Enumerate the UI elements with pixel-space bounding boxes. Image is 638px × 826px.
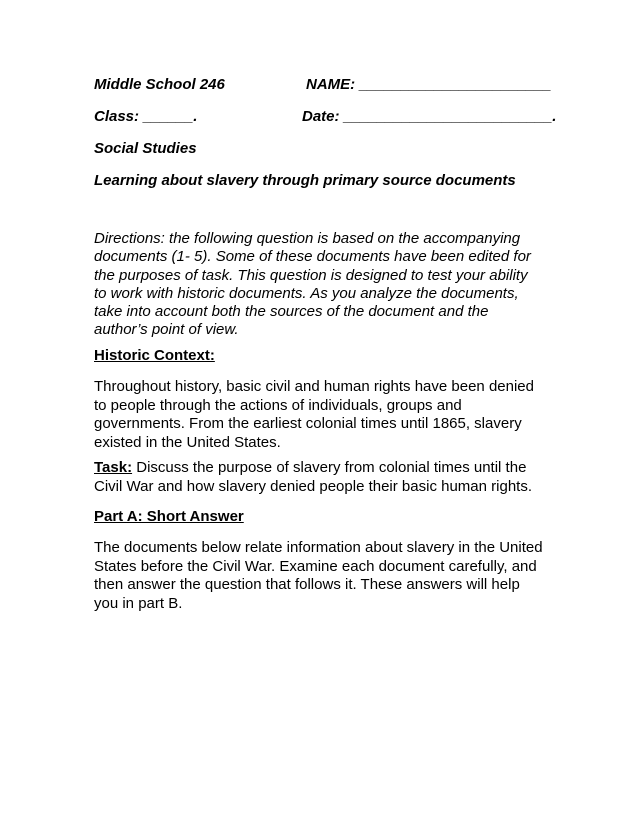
directions-paragraph: Directions: the following question is based on the accompanying documents (1- 5). Some of these documents have been edited for the purposes of task. This question is designed to test your ability to work with historic documents. As you analyze the documents, take into account both the sources of the document and the author’s point of view. <box>94 230 531 339</box>
task-paragraph <box>94 459 544 496</box>
historic-context-paragraph: Throughout history, basic civil and human rights have been denied to people through the actions of individuals, groups and governments. From the earliest colonial times until 1865, slavery existed in the United States. <box>94 378 534 451</box>
worksheet-title: Learning about slavery through primary source documents <box>94 172 516 189</box>
task-text: Discuss the purpose of slavery from colonial times until the Civil War and how slavery denied people their basic human rights. <box>94 459 532 495</box>
task-label: Task: <box>94 459 133 476</box>
name-field-label: NAME: _______________________ <box>306 76 552 93</box>
historic-context-heading: Historic Context: <box>94 347 215 364</box>
date-field-label: Date: _________________________. <box>302 108 557 125</box>
school-name: Middle School 246 <box>94 76 225 93</box>
subject-heading: Social Studies <box>94 140 197 157</box>
class-field-label: Class: ______. <box>94 108 198 125</box>
part-a-paragraph: The documents below relate information about slavery in the United States before the Civil War. Examine each document carefully, and then answer the question that follows it. These answers will help you in part B. <box>94 539 543 612</box>
part-a-heading: Part A: Short Answer <box>94 508 244 525</box>
